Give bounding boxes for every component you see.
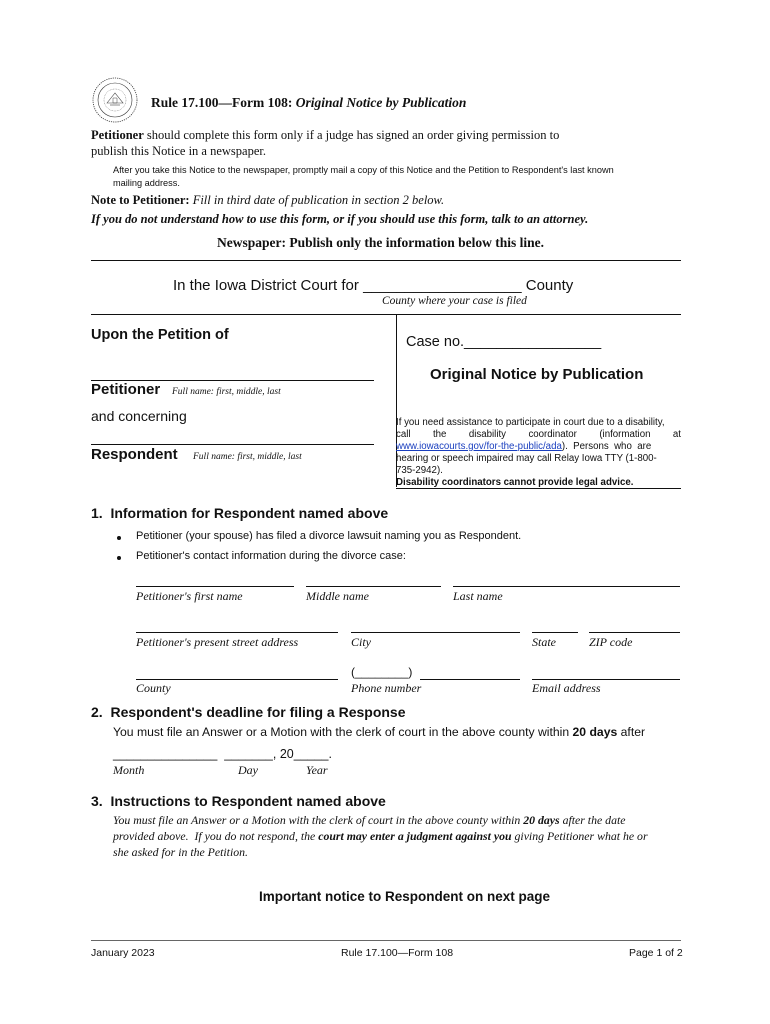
petitioner-caption-label: Petitioner xyxy=(91,381,161,398)
newspaper-instruction: Newspaper: Publish only the information below this line. xyxy=(217,235,545,250)
ada-line-3-rest: ). Persons who are xyxy=(561,440,652,452)
case-no-blank[interactable]: _________________ xyxy=(464,334,602,350)
next-page-notice: Important notice to Respondent on next page xyxy=(259,889,551,904)
notice-title: Original Notice by Publication xyxy=(430,366,644,383)
county-label: County xyxy=(136,681,171,695)
form-title-italic: Original Notice by Publication xyxy=(295,95,467,110)
county-blank[interactable]: ___________________ xyxy=(363,277,522,294)
street-address-label: Petitioner's present street address xyxy=(136,635,299,649)
ada-line-3 xyxy=(396,441,681,453)
deadline-after: after xyxy=(617,725,646,739)
intro-line-2: publish this Notice in a newspaper. xyxy=(91,144,266,158)
petitioner-label: Petitioner xyxy=(91,128,144,142)
footer-form-number: Rule 17.100—Form 108 xyxy=(341,947,454,959)
phone-label: Phone number xyxy=(351,681,422,695)
caption-top-rule xyxy=(91,314,681,315)
judgment-warning: court may enter a judgment against you xyxy=(318,829,512,843)
county-line[interactable] xyxy=(136,679,338,680)
deadline-date-blanks[interactable]: _______________ _______, 20_____. xyxy=(113,747,332,761)
and-concerning-label: and concerning xyxy=(91,408,187,424)
ada-link[interactable]: www.iowacourts.gov/for-the-public/ada xyxy=(396,440,562,452)
ada-word: disability xyxy=(468,428,507,440)
phone-area-code[interactable]: (________) xyxy=(351,665,413,679)
ada-word: (information xyxy=(599,428,651,440)
section-1-heading: 1. Information for Respondent named above xyxy=(91,505,389,521)
attorney-warning: If you do not understand how to use this form, or if you should use this form, talk to an attorney. xyxy=(91,212,589,226)
respondent-caption-label: Respondent xyxy=(91,446,178,463)
last-name-line[interactable] xyxy=(453,586,680,587)
ada-notice xyxy=(396,417,681,488)
footer-date: January 2023 xyxy=(91,947,155,959)
ada-word: call xyxy=(396,428,411,440)
section-3-line-1 xyxy=(113,813,625,828)
court-heading xyxy=(173,277,573,294)
instructions-text: provided above. If you do not respond, the xyxy=(113,829,319,843)
case-number xyxy=(406,334,601,350)
caption-bottom-rule xyxy=(396,488,681,489)
form-rule-number: Rule 17.100—Form 108: xyxy=(151,95,296,110)
phone-line[interactable] xyxy=(420,679,520,680)
upon-petition-label: Upon the Petition of xyxy=(91,327,229,343)
ada-line-1: If you need assistance to participate in court due to a disability, xyxy=(396,417,665,428)
court-prefix: In the Iowa District Court for xyxy=(173,277,364,294)
note-to-petitioner xyxy=(91,193,444,208)
city-label: City xyxy=(351,635,371,649)
state-label: State xyxy=(532,635,556,649)
instructions-text: giving Petitioner what he or xyxy=(511,829,648,843)
mail-instructions-1: After you take this Notice to the newspaper, promptly mail a copy of this Notice and the Petition to Respondent's last known xyxy=(113,165,614,175)
day-label: Day xyxy=(238,763,258,777)
respondent-name-hint: Full name: first, middle, last xyxy=(193,452,302,462)
county-caption: County where your case is filed xyxy=(382,295,527,307)
year-label: Year xyxy=(306,763,328,777)
instructions-text: You must file an Answer or a Motion with the clerk of court in the above county within xyxy=(113,813,524,827)
month-label: Month xyxy=(113,763,145,777)
email-label: Email address xyxy=(532,681,601,695)
petitioner-name-hint: Full name: first, middle, last xyxy=(172,387,281,397)
ada-word: the xyxy=(432,428,447,440)
bullet-icon xyxy=(117,556,121,560)
note-text: Fill in third date of publication in section 2 below. xyxy=(189,193,445,207)
intro-line-1 xyxy=(91,128,559,143)
ada-word: coordinator xyxy=(528,428,577,440)
ada-line-2 xyxy=(396,429,681,441)
middle-name-line[interactable] xyxy=(306,586,441,587)
form-title xyxy=(151,95,466,111)
zip-line[interactable] xyxy=(589,632,680,633)
ada-word: at xyxy=(672,428,681,440)
section-1-bullet-2: Petitioner's contact information during the divorce case: xyxy=(136,550,406,562)
section-2-text xyxy=(113,725,645,739)
deadline-days: 20 days xyxy=(572,725,618,739)
first-name-line[interactable] xyxy=(136,586,294,587)
last-name-label: Last name xyxy=(453,589,503,603)
section-3-line-3: she asked for in the Petition. xyxy=(113,845,248,859)
instructions-text: after the date xyxy=(559,813,626,827)
ada-line-4: hearing or speech impaired may call Relay Iowa TTY (1-800- xyxy=(396,452,657,464)
section-3-line-2 xyxy=(113,829,648,844)
note-label: Note to Petitioner: xyxy=(91,193,190,207)
zip-label: ZIP code xyxy=(589,635,633,649)
first-name-label: Petitioner's first name xyxy=(136,589,243,603)
street-address-line[interactable] xyxy=(136,632,338,633)
ada-disclaimer: Disability coordinators cannot provide legal advice. xyxy=(396,476,634,488)
case-no-label: Case no. xyxy=(406,334,465,350)
footer-rule xyxy=(91,940,681,941)
court-suffix: County xyxy=(521,277,574,294)
middle-name-label: Middle name xyxy=(306,589,369,603)
ada-line-5: 735-2942). xyxy=(396,464,443,476)
iowa-judicial-seal xyxy=(92,77,138,123)
section-1-bullet-1: Petitioner (your spouse) has filed a divorce lawsuit naming you as Respondent. xyxy=(136,530,522,542)
mail-instructions-2: mailing address. xyxy=(113,178,180,188)
footer-page-number: Page 1 of 2 xyxy=(629,947,683,959)
state-line[interactable] xyxy=(532,632,578,633)
instructions-days: 20 days xyxy=(523,813,560,827)
email-line[interactable] xyxy=(532,679,680,680)
section-3-heading: 3. Instructions to Respondent named above xyxy=(91,793,386,809)
publish-divider xyxy=(91,260,681,261)
intro-text: should complete this form only if a judge has signed an order giving permission to xyxy=(143,128,560,142)
city-line[interactable] xyxy=(351,632,520,633)
bullet-icon xyxy=(117,536,121,540)
section-2-heading: 2. Respondent's deadline for filing a Response xyxy=(91,704,406,720)
respondent-name-line[interactable] xyxy=(91,444,374,445)
deadline-text: You must file an Answer or a Motion with the clerk of court in the above county within xyxy=(113,725,573,739)
